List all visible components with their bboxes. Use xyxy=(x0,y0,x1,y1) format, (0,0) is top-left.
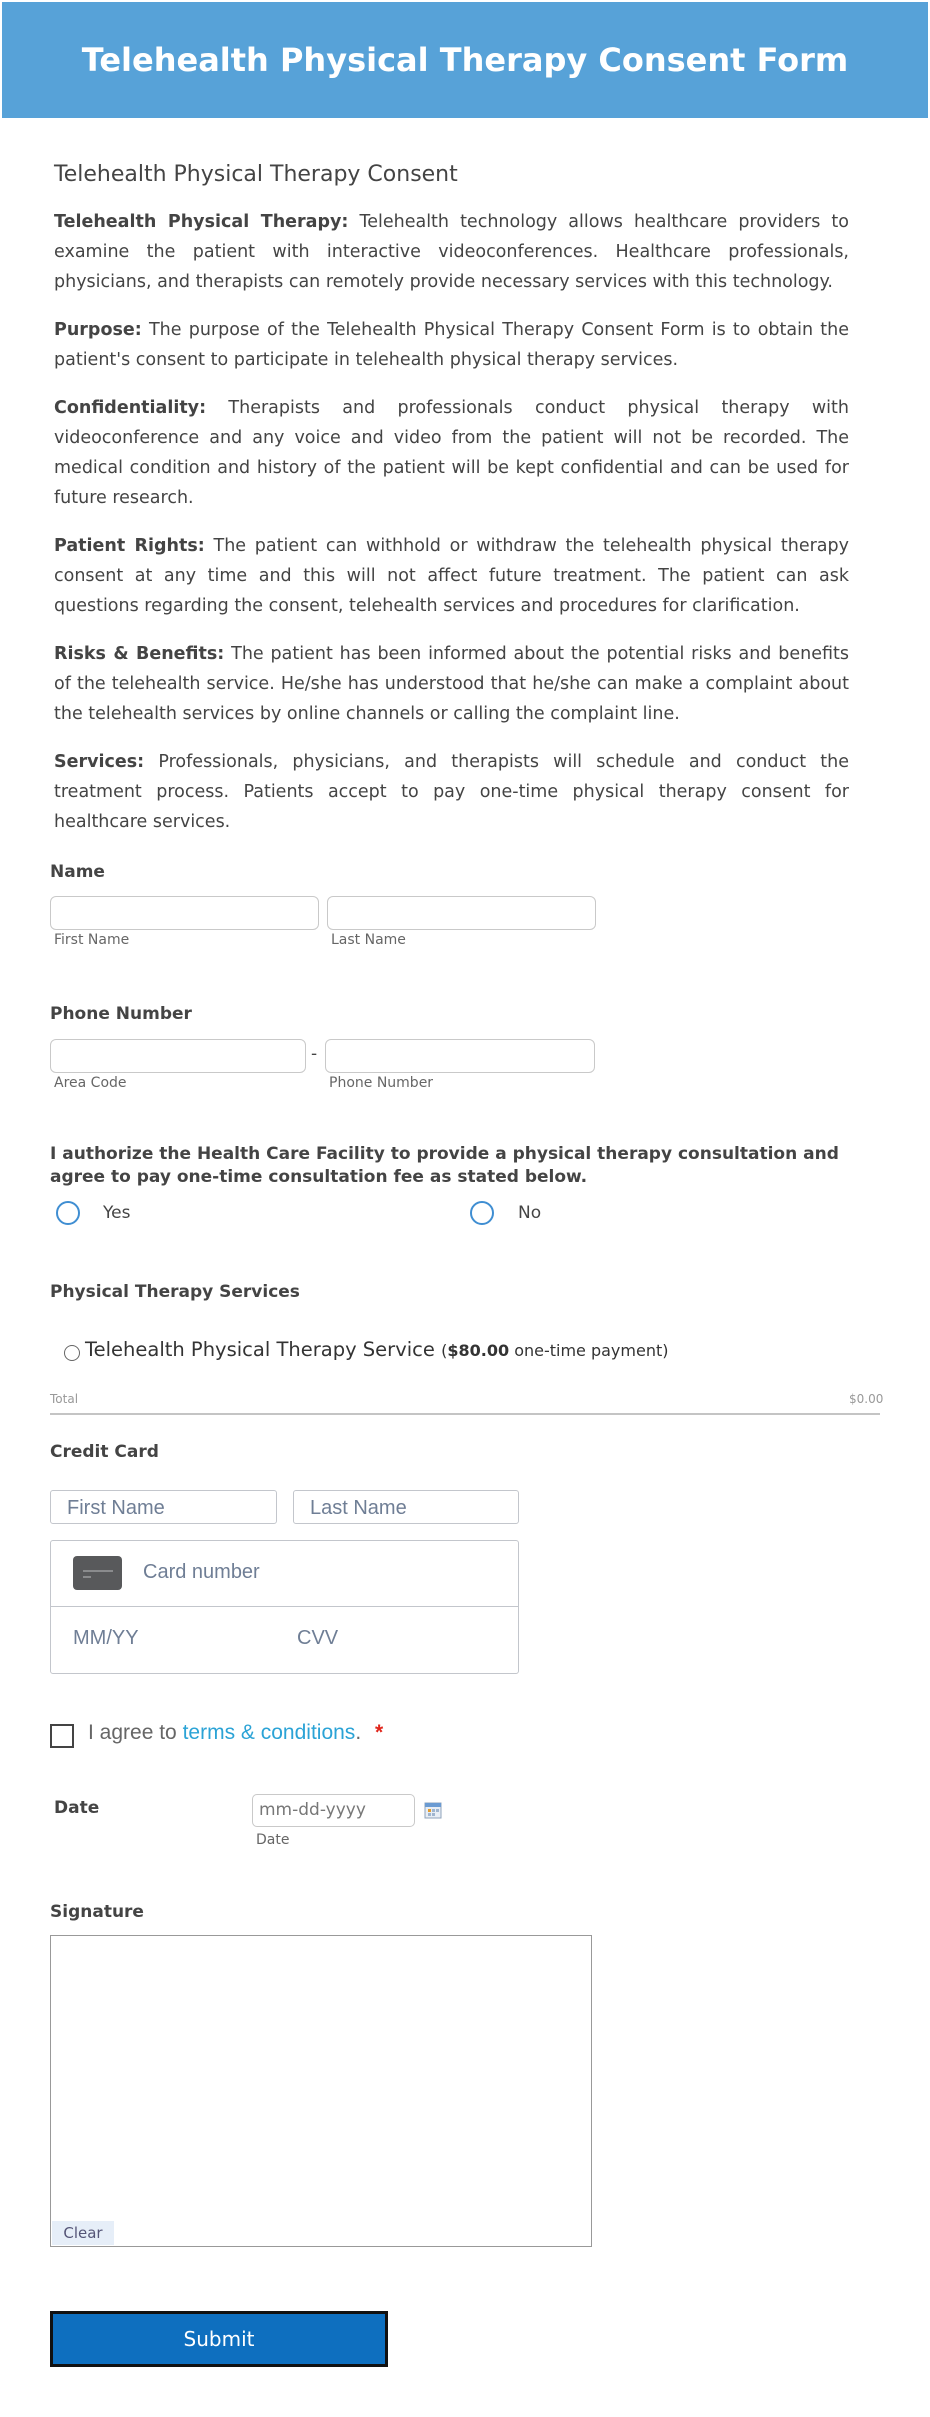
card-divider xyxy=(51,1606,518,1607)
total-divider xyxy=(50,1413,880,1415)
phone-separator: - xyxy=(311,1044,318,1064)
last-name-sublabel: Last Name xyxy=(331,932,406,948)
name-label: Name xyxy=(50,862,105,882)
phone-label: Phone Number xyxy=(50,1004,192,1024)
area-code-sublabel: Area Code xyxy=(54,1075,127,1091)
consent-paragraph: Services: Professionals, physicians, and therapists will schedule and conduct the treatment process. Patients accept to pay one-time physical therapy consent for healthcare services. xyxy=(54,752,849,832)
service-item-price-wrap: ($80.00 one-time payment) xyxy=(441,1341,669,1360)
authorize-no-label[interactable]: No xyxy=(518,1203,542,1223)
signature-clear-button[interactable]: Clear xyxy=(52,2221,114,2245)
terms-text: I agree to terms & conditions. * xyxy=(88,1721,384,1744)
area-code-input[interactable] xyxy=(50,1039,306,1073)
service-item[interactable] xyxy=(85,1338,668,1361)
first-name-sublabel: First Name xyxy=(54,932,130,948)
authorize-question: I authorize the Health Care Facility to provide a physical therapy consultation and agree to pay one-time consultation fee as stated below. xyxy=(50,1144,839,1187)
authorize-yes-radio[interactable] xyxy=(56,1201,80,1225)
consent-paragraph: Purpose: The purpose of the Telehealth Physical Therapy Consent Form is to obtain the patient's consent to participate in telehealth physical therapy services. xyxy=(54,320,849,370)
required-mark: * xyxy=(375,1721,384,1744)
services-label: Physical Therapy Services xyxy=(50,1282,300,1302)
cc-first-name-input[interactable]: First Name xyxy=(50,1490,277,1524)
consent-section xyxy=(54,162,849,855)
card-details-box xyxy=(50,1540,519,1674)
service-item-name: Telehealth Physical Therapy Service xyxy=(85,1338,435,1361)
consent-paragraph: Risks & Benefits: The patient has been informed about the potential risks and benefits of the telehealth service. He/she has understood that he/she can make a complaint about the telehealth services by online channels or calling the complaint line. xyxy=(54,644,849,724)
date-label: Date xyxy=(54,1798,100,1818)
authorize-no-radio[interactable] xyxy=(470,1201,494,1225)
date-input[interactable]: mm-dd-yyyy xyxy=(252,1794,415,1827)
service-item-price: $80.00 xyxy=(447,1341,510,1360)
submit-button[interactable]: Submit xyxy=(50,2311,388,2367)
cc-last-name-input[interactable]: Last Name xyxy=(293,1490,519,1524)
form-header xyxy=(2,2,928,118)
consent-heading: Telehealth Physical Therapy Consent xyxy=(54,162,458,187)
date-sublabel: Date xyxy=(256,1832,290,1848)
phone-number-sublabel: Phone Number xyxy=(329,1075,434,1091)
total-value: $0.00 xyxy=(849,1392,884,1406)
service-radio[interactable] xyxy=(64,1345,80,1361)
signature-label: Signature xyxy=(50,1902,144,1922)
phone-number-input[interactable] xyxy=(325,1039,595,1073)
authorize-yes-label[interactable]: Yes xyxy=(103,1203,131,1223)
consent-paragraph: Telehealth Physical Therapy: Telehealth technology allows healthcare providers to examine the patient with interactive videoconferences. Healthcare professionals, physicians, and therapists can remotely provide necessary services with this technology. xyxy=(54,212,849,292)
last-name-input[interactable] xyxy=(327,896,596,930)
first-name-input[interactable] xyxy=(50,896,319,930)
terms-link[interactable]: terms & conditions xyxy=(182,1721,356,1744)
terms-checkbox[interactable] xyxy=(50,1724,74,1748)
signature-pad[interactable] xyxy=(50,1935,592,2247)
credit-card-icon xyxy=(73,1556,122,1590)
card-number-input[interactable]: Card number xyxy=(143,1561,260,1583)
total-label: Total xyxy=(50,1392,79,1406)
card-expiry-input[interactable]: MM/YY xyxy=(73,1627,139,1649)
card-cvv-input[interactable]: CVV xyxy=(297,1627,339,1649)
consent-paragraph: Confidentiality: Therapists and professionals conduct physical therapy with videoconference and any voice and video from the patient will not be recorded. The medical condition and history of the patient will be kept confidential and can be used for future research. xyxy=(54,398,849,508)
consent-paragraph: Patient Rights: The patient can withhold or withdraw the telehealth physical therapy consent at any time and this will not affect future treatment. The patient can ask questions regarding the consent, telehealth services and procedures for clarification. xyxy=(54,536,849,616)
credit-card-label: Credit Card xyxy=(50,1442,159,1462)
form-title: Telehealth Physical Therapy Consent Form xyxy=(81,41,849,79)
calendar-icon[interactable] xyxy=(424,1801,442,1819)
